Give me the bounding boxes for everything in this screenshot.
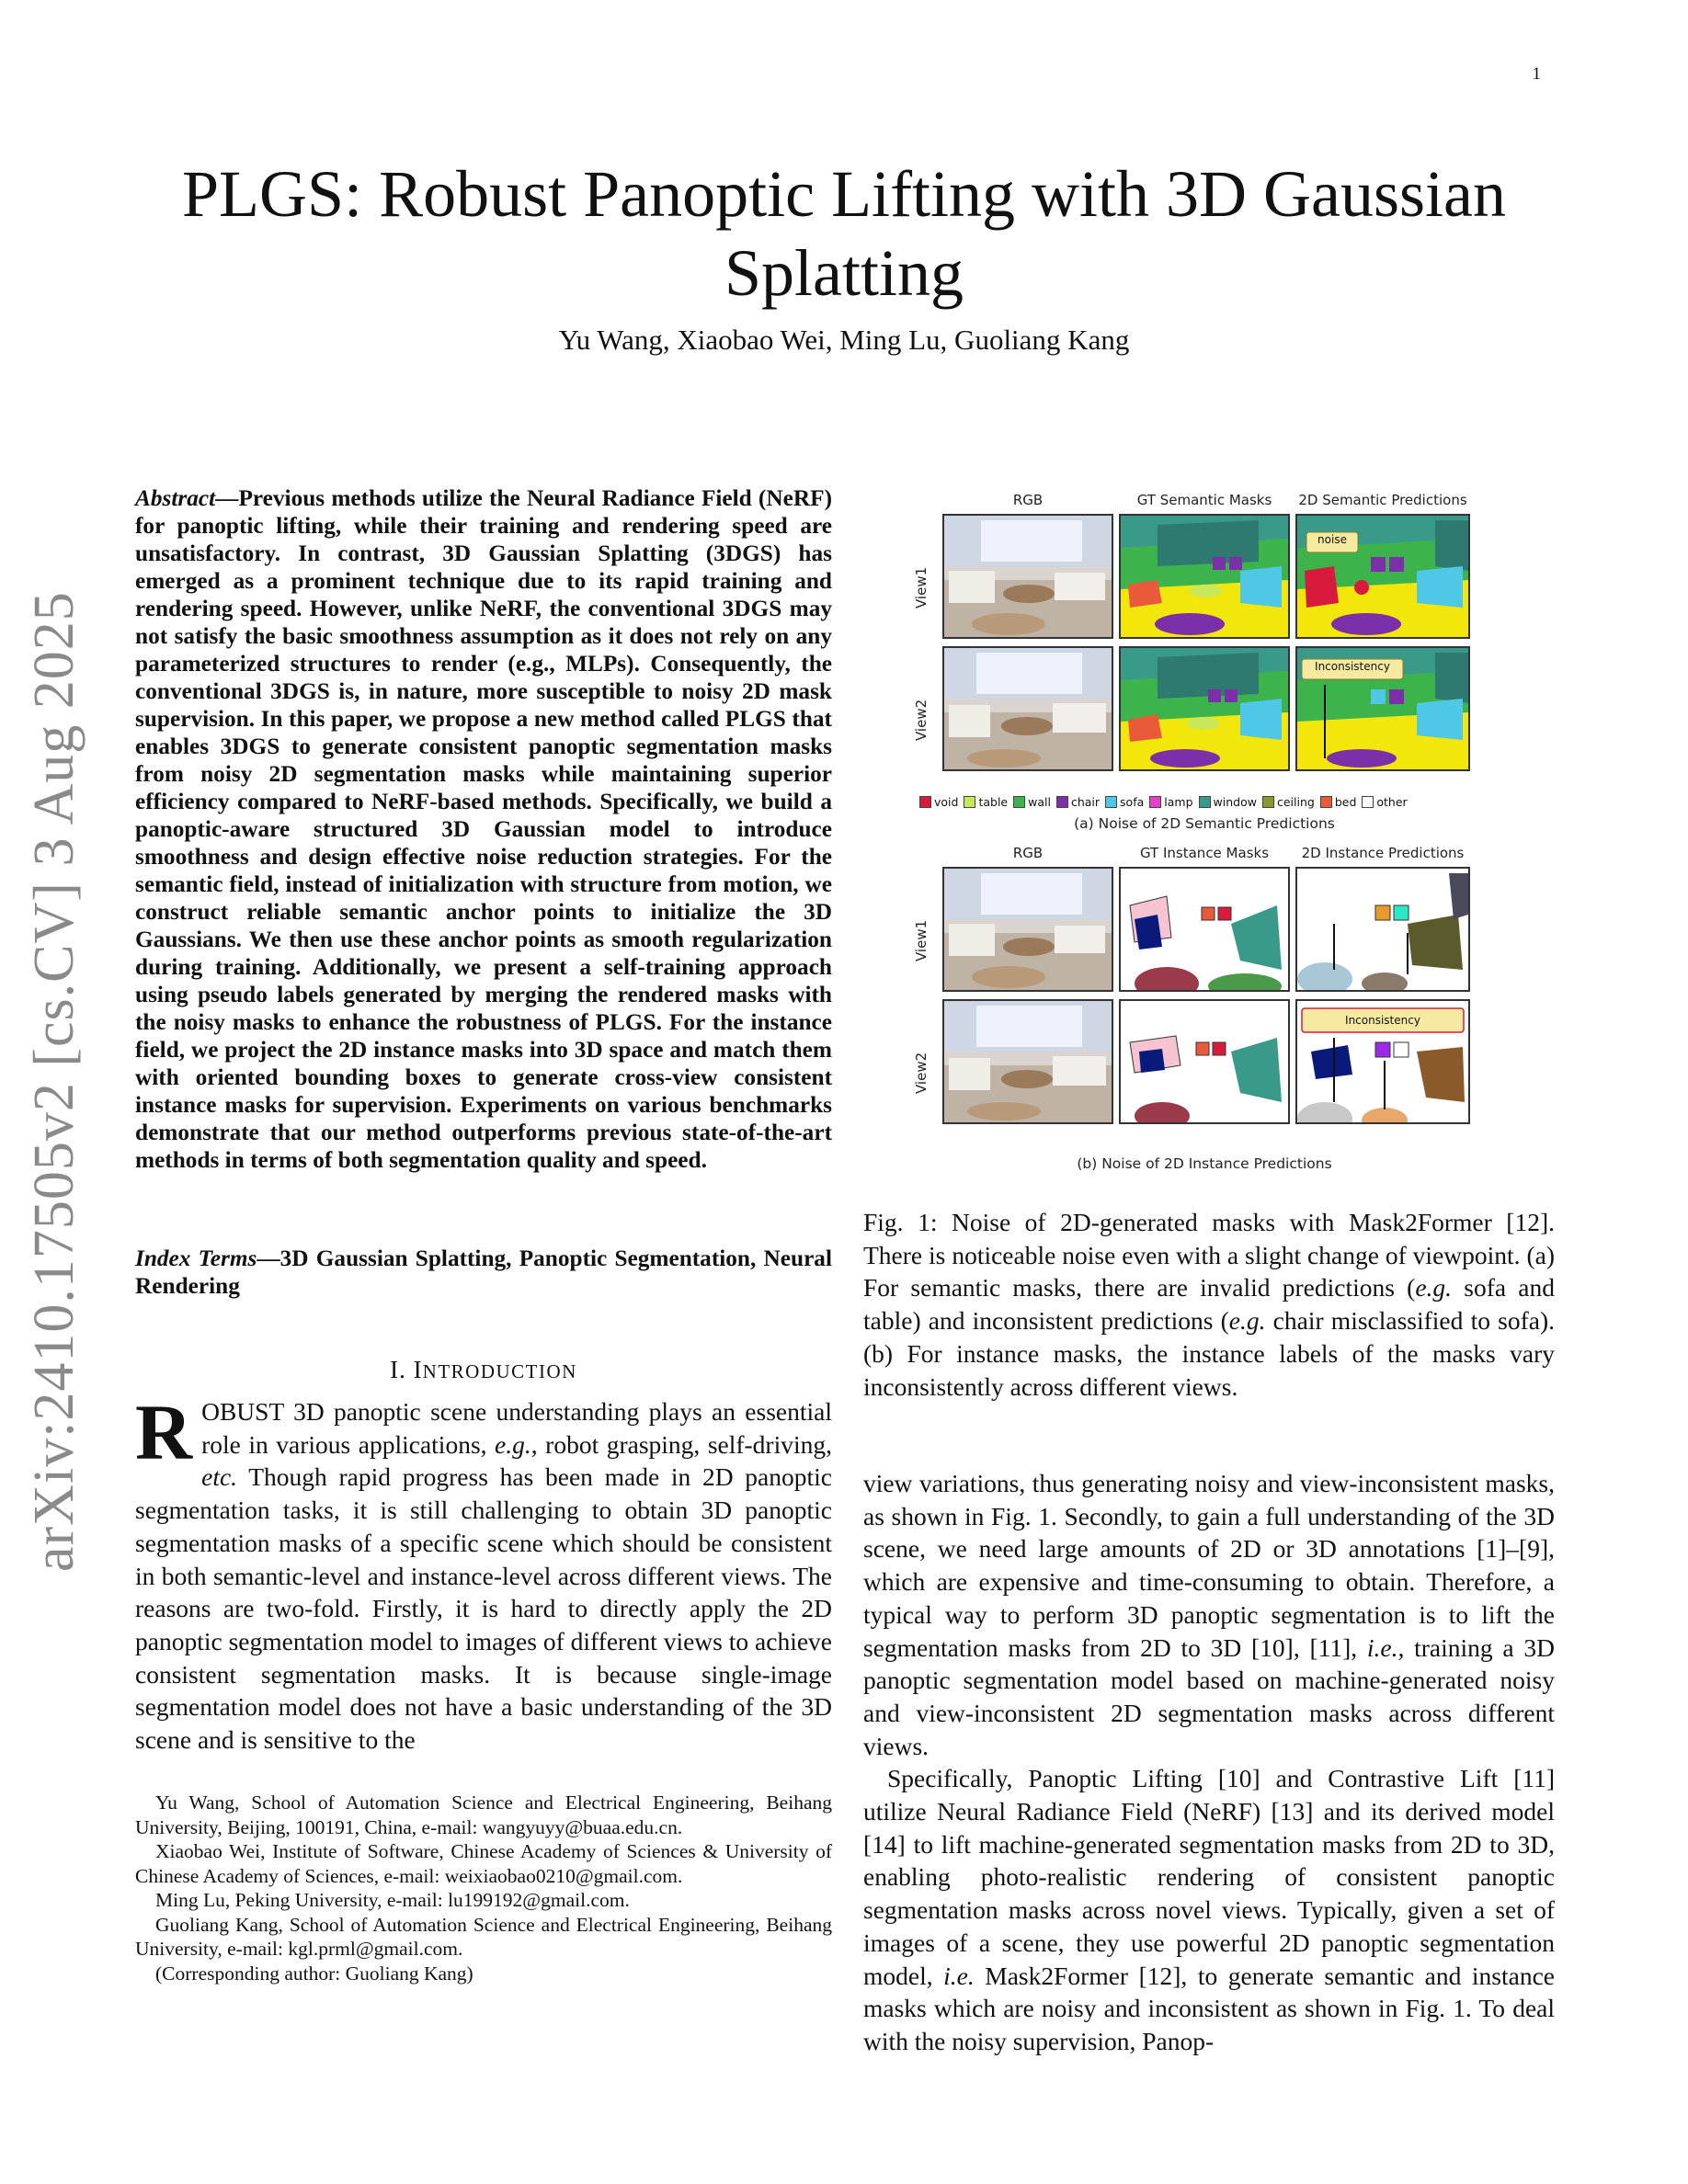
gt-instance-mask: [1119, 999, 1290, 1124]
legend-label: bed: [1334, 794, 1357, 809]
intro-text: Though rapid progress has been made in 2D panoptic segmentation tasks, it is still challenging to obtain 3D panoptic segmentation masks of a specific scene which should be consistent in both semantic-level and instance-level across different views. The reasons are two-fold. Firstly, it is hard to directly apply the 2D panoptic segmentation model to images of different views to achieve consistent segmentation masks. It is because single-image segmentation model does not have a basic understanding of the 3D scene and is sensitive to the: [135, 1462, 832, 1755]
footnote: Xiaobao Wei, Institute of Software, Chinese Academy of Sciences & University of Chinese Academy of Sciences, e-mail: weixiaobao0210@gmail.com.: [135, 1840, 832, 1887]
legend-swatch: [1320, 796, 1332, 808]
subcaption-b: (b) Noise of 2D Instance Predictions: [1077, 1155, 1332, 1172]
rgb-image: [942, 867, 1113, 992]
legend-item: [1149, 795, 1192, 809]
legend-item: [1199, 795, 1257, 809]
legend-swatch: [1199, 796, 1211, 808]
intro-etc: etc.: [201, 1462, 238, 1492]
2d-semantic-prediction: [1295, 646, 1470, 771]
view-label: View1: [913, 566, 930, 609]
legend-label: void: [934, 794, 959, 809]
legend-swatch: [919, 796, 931, 808]
noise-tag: noise: [1317, 533, 1347, 546]
paper-title: PLGS: Robust Panoptic Lifting with 3D Gaussian Splatting: [182, 157, 1506, 310]
index-terms-text: —3D Gaussian Splatting, Panoptic Segmentation, Neural Rendering: [135, 1246, 832, 1299]
section-title-rest: NTRODUCTION: [422, 1360, 577, 1382]
legend-item: [919, 795, 958, 809]
legend-label: other: [1376, 794, 1408, 809]
gt-semantic-mask: [1119, 646, 1290, 771]
footnotes: [135, 1791, 832, 1985]
view-label: View2: [913, 699, 930, 741]
rgb-image: [942, 999, 1113, 1124]
view-label: View1: [913, 919, 930, 961]
right-column-body: [863, 1467, 1555, 2058]
intro-text: OBUST 3D panoptic scene understanding plays an essential role in various applications,: [201, 1397, 832, 1459]
section-title-first: I: [413, 1356, 423, 1383]
intro-paragraph: [135, 1388, 833, 1757]
subcaption-a: (a) Noise of 2D Semantic Predictions: [1074, 815, 1335, 832]
caption-text: Fig. 1: Noise of 2D-generated masks with Mask2Former [12]. There is noticeable noise even with a slight change of viewpoint. (a) For semantic masks, there are invalid predictions (: [863, 1208, 1555, 1302]
abstract-text: —Previous methods utilize the Neural Radiance Field (NeRF) for panoptic lifting, while their training and rendering speed are unsatisfactory. In contrast, 3D Gaussian Splatting (3DGS) has emerged as a prominent technique due to its rapid training and rendering speed. However, unlike NeRF, the conventional 3DGS may not satisfy the basic smoothness assumption as it does not rely on any parameterized structures to render (e.g., MLPs). Consequently, the conventional 3DGS is, in nature, more susceptible to noisy 2D mask supervision. In this paper, we propose a new method called PLGS that enables 3DGS to generate consistent panoptic segmentation masks from noisy 2D segmentation masks while maintaining superior efficiency compared to NeRF-based methods. Specifically, we build a panoptic-aware structured 3D Gaussian model to introduce smoothness and design effective noise reduction strategies. For the semantic field, instead of initialization with structure from motion, we construct reliable semantic anchor points to initialize the 3D Gaussians. We then use these anchor points as smooth regularization during training. Additionally, we present a self-training approach using pseudo labels generated by merging the rendered masks with the noisy masks to enhance the robustness of PLGS. For the instance field, we project the 2D instance masks into 3D space and match them with oriented bounding boxes to generate cross-view consistent instance masks for supervision. Experiments on various benchmarks demonstrate that our method outperforms previous state-of-the-art methods in terms of both segmentation quality and speed.: [135, 485, 832, 1173]
legend-item: [1013, 795, 1051, 809]
legend-swatch: [964, 796, 975, 808]
caption-text: sofa and table) and inconsistent predictions (: [863, 1273, 1555, 1336]
caption-eg: e.g.: [1415, 1273, 1453, 1302]
legend-item: [1362, 795, 1407, 809]
legend-item: [964, 795, 1008, 809]
legend-swatch: [1013, 796, 1025, 808]
legend-label: window: [1213, 794, 1257, 809]
fig-header-2d-semantic: 2D Semantic Predictions: [1298, 492, 1467, 508]
section-number: I.: [390, 1356, 406, 1383]
gt-semantic-mask: [1119, 514, 1290, 639]
drop-cap: R: [135, 1388, 193, 1476]
2d-instance-prediction: [1295, 867, 1470, 992]
intro-eg: e.g.: [495, 1429, 531, 1459]
body-text: Specifically, Panoptic Lifting [10] and Contrastive Lift [11] utilize Neural Radiance Field (NeRF) [13] and its derived model [14] to lift machine-generated segmentation masks from 2D to 3D, enabling photo-realistic rendering of consistent panoptic segmentation masks across novel views. Typically, given a set of images of a scene, they use powerful 2D panoptic segmentation model,: [863, 1764, 1555, 1990]
footnote: (Corresponding author: Guoliang Kang): [155, 1962, 473, 1985]
abstract-label: Abstract: [135, 485, 216, 511]
body-ie: i.e.: [943, 1961, 975, 1990]
body-text: Mask2Former [12], to generate semantic and instance masks which are noisy and inconsistent as shown in Fig. 1. To deal with the noisy supervision, Panop-: [863, 1961, 1555, 2055]
legend-item: [1262, 795, 1315, 809]
body-ie: i.e.,: [1366, 1632, 1405, 1662]
legend-swatch: [1262, 796, 1274, 808]
rgb-image: [942, 514, 1113, 639]
legend-label: chair: [1070, 794, 1101, 809]
body-paragraph: [863, 1762, 1555, 2057]
index-terms-label: Index Terms: [135, 1246, 257, 1271]
footnote: Ming Lu, Peking University, e-mail: lu199192@gmail.com.: [155, 1889, 630, 1911]
fig-header-gt-instance: GT Instance Masks: [1139, 845, 1270, 861]
legend-item: [1105, 795, 1144, 809]
intro-text: , robot grasping, self-driving,: [530, 1429, 833, 1459]
legend-swatch: [1105, 796, 1117, 808]
semantic-legend: [919, 793, 1508, 810]
fig-header-2d-instance: 2D Instance Predictions: [1301, 845, 1465, 861]
footnote: Yu Wang, School of Automation Science and Electrical Engineering, Beihang University, Beijing, 100191, China, e-mail: wangyuyy@buaa.edu.cn.: [135, 1792, 832, 1838]
arxiv-stamp: arXiv:2410.17505v2 [cs.CV] 3 Aug 2025: [23, 591, 86, 1572]
caption-text: chair misclassified to sofa). (b) For instance masks, the instance labels of the masks vary inconsistently across different views.: [863, 1306, 1555, 1401]
fig-header-rgb: RGB: [1012, 492, 1044, 508]
author-list: Yu Wang, Xiaobao Wei, Ming Lu, Guoliang Kang: [558, 324, 1130, 356]
legend-label: ceiling: [1276, 794, 1315, 809]
rgb-image: [942, 646, 1113, 771]
section-heading: [135, 1356, 832, 1384]
gt-instance-mask: [1119, 867, 1290, 992]
legend-label: lamp: [1164, 794, 1193, 809]
figure-caption: [863, 1206, 1555, 1403]
2d-semantic-prediction: [1295, 514, 1470, 639]
view-label: View2: [913, 1052, 930, 1094]
legend-swatch: [1056, 796, 1068, 808]
body-text: view variations, thus generating noisy and view-inconsistent masks, as shown in Fig. 1. Secondly, to gain a full understanding of the 3D scene, we need large amounts of 2D or 3D annotations [1]–[9], which are expensive and time-consuming to obtain. Therefore, a typical way to perform 3D panoptic segmentation is to lift the segmentation masks from 2D to 3D [10], [11],: [863, 1469, 1555, 1662]
body-text: training a 3D panoptic segmentation model based on machine-generated noisy and view-inconsistent 2D segmentation masks across different views.: [863, 1632, 1555, 1760]
legend-label: sofa: [1120, 794, 1145, 809]
legend-item: [1320, 795, 1357, 809]
abstract: [135, 484, 832, 1174]
caption-eg: e.g.: [1228, 1306, 1266, 1336]
legend-swatch: [1362, 796, 1374, 808]
inconsistency-tag: Inconsistency: [1345, 1014, 1420, 1027]
legend-label: wall: [1028, 794, 1051, 809]
fig-header-gt-semantic: GT Semantic Masks: [1136, 492, 1272, 508]
legend-item: [1056, 795, 1100, 809]
figure-1: [901, 492, 1508, 1177]
fig-header-rgb: RGB: [1012, 845, 1044, 861]
footnote: Guoliang Kang, School of Automation Science and Electrical Engineering, Beihang University, e-mail: kgl.prml@gmail.com.: [135, 1913, 832, 1960]
2d-instance-prediction: [1295, 999, 1470, 1124]
page-number: 1: [1532, 64, 1541, 84]
legend-label: table: [978, 794, 1009, 809]
legend-swatch: [1149, 796, 1161, 808]
index-terms: [135, 1245, 832, 1300]
body-paragraph: [863, 1467, 1555, 1762]
inconsistency-tag: Inconsistency: [1315, 660, 1390, 673]
